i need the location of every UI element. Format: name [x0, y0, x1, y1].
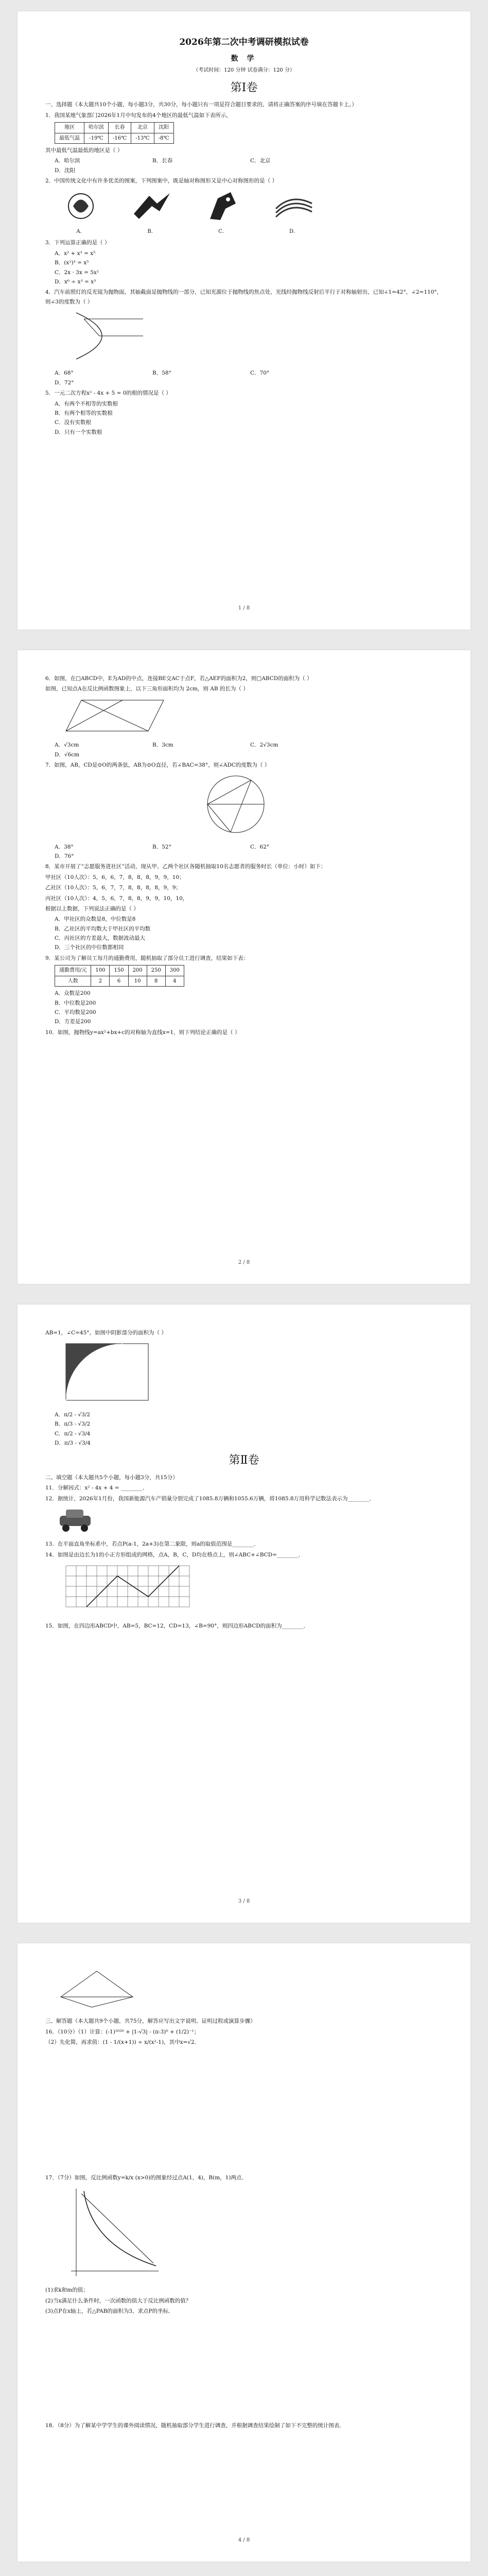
option: D．三个社区的中位数都相同	[55, 944, 124, 951]
question-15: 15．如图，在四边形ABCD中，AB=5，BC=12，CD=13，∠B=90°，则四边形ABCD的面积为________．	[45, 1623, 309, 1630]
table-cell: 人数	[55, 976, 91, 987]
option: B．3cm	[152, 742, 173, 749]
instruction: 三、解答题（本大题共9个小题，共75分，解答应写出文字说明、证明过程或演算步骤）	[45, 2018, 256, 2025]
table-cell: 2	[91, 976, 110, 987]
table-cell: 最低气温	[55, 133, 84, 144]
question-6: 6．如图，在□ABCD中，E为AD的中点，连接BE交AC于点F，若△AEF的面积为2，则□ABCD的面积为（ ）	[45, 675, 312, 682]
pattern-figure-c	[200, 188, 246, 224]
question-3: 3．下列运算正确的是（ ）	[45, 240, 110, 246]
exam-meta: （考试时间：120 分钟 试卷满分：120 分）	[193, 67, 295, 74]
q1-options	[55, 156, 443, 175]
question-4: 4．汽车前照灯的反光镜为抛物面，其轴截面是抛物线的一部分，已知光源位于抛物线的焦点处，光线经抛物线反射后平行于对称轴射出，已知∠1=42°，∠2=110°，则∠3的度数为（ ）	[45, 289, 443, 305]
option: D．x⁶ ÷ x³ = x³	[55, 278, 96, 285]
option: A．哈尔滨	[55, 158, 80, 164]
shaded-region-figure	[61, 1338, 164, 1405]
page-number: 3 / 8	[238, 1899, 250, 1904]
q9-options	[55, 989, 443, 1027]
q10-options	[55, 1410, 443, 1448]
table-cell: 200	[128, 965, 147, 976]
question-9: 9．某公司为了解员工每月的通勤费用，随机抽取了部分员工进行调查，结果如下表：	[45, 955, 249, 961]
page-number: 4 / 8	[238, 2537, 250, 2543]
q1-table	[55, 122, 174, 144]
car-figure	[55, 1504, 96, 1535]
pattern-figure-a	[58, 188, 104, 224]
option: B．	[147, 228, 156, 234]
q5-options	[55, 399, 443, 437]
question-7: 7．如图，AB，CD是⊙O的两条弦，AB为⊙O直径，若∠BAC=38°，则∠ADC的度数为（ ）	[45, 761, 270, 768]
table-cell: -13℃	[131, 133, 154, 144]
option: A．68°	[55, 370, 74, 377]
question-17: 17．（7分）如图，反比例函数y=k/x (x>0)的图象经过点A(1，4)，B(m，1)两点．	[45, 2174, 247, 2181]
table-cell: 8	[147, 976, 165, 987]
question-5: 5．一元二次方程x² - 4x + 5 = 0的根的情况是（ ）	[45, 390, 171, 397]
question-11: 11．分解因式：x² - 4x + 4 = ________．	[45, 1485, 148, 1492]
option: B．π/3 - √3/2	[55, 1421, 91, 1428]
table-cell: 150	[110, 965, 128, 976]
option: C．没有实数根	[55, 419, 92, 426]
q7-options	[55, 842, 443, 861]
question-16: 16．（10分）（1）计算：(-1)²⁰²⁶ + |1-√3| - (π-3)⁰ + (1/2)⁻¹；	[45, 2028, 200, 2035]
question-13: 13．在平面直角坐标系中，若点P(a-1，2a+3)在第二象限，则a的取值范围是________．	[45, 1541, 259, 1548]
option: B．52°	[152, 843, 171, 850]
table-cell: -19℃	[84, 133, 109, 144]
exam-page-3	[18, 1304, 470, 1923]
grid-figure	[61, 1561, 195, 1617]
question-17c: (3)点P在x轴上，若△PAB的面积为3，求点P的坐标．	[45, 2308, 174, 2314]
question-6-extra: 如图，已知点A在反比例函数图象上，以下三角形面积均为 2cm，则 AB 的长为（ ）	[45, 686, 249, 692]
parallelogram-figure	[61, 695, 174, 736]
table-cell: 300	[165, 965, 184, 976]
table-cell: 地区	[55, 123, 84, 133]
option: C．π/2 - √3/4	[55, 1430, 91, 1437]
q4-options	[55, 368, 443, 387]
table-cell: 哈尔滨	[84, 123, 109, 133]
option: A．	[76, 228, 85, 234]
option: C．	[218, 228, 228, 234]
table-cell: 100	[91, 965, 110, 976]
question-16b: （2）先化简，再求值：(1 - 1/(x+1)) ÷ x/(x²-1)，其中x=√2．	[45, 2039, 200, 2046]
table-cell: 北京	[131, 123, 154, 133]
question-18: 18．（8分）为了解某中学学生的课外阅读情况，随机抽取部分学生进行调查，并根据调查结果绘制了如下不完整的统计图表．	[45, 2422, 345, 2429]
option: D．√6cm	[55, 751, 80, 758]
table-cell: -16℃	[109, 133, 131, 144]
option: C．62°	[250, 843, 270, 850]
option: D．沈阳	[55, 167, 75, 174]
table-cell: 通勤费用/元	[55, 965, 91, 976]
subject-title: 数 学	[231, 54, 257, 63]
data-line: 甲社区（10人次）：5，6，6，7，8，8，8，9，9，10；	[45, 874, 185, 880]
option: C．北京	[250, 158, 271, 164]
exam-page-2	[18, 650, 470, 1284]
option: C．2x · 3x = 5x²	[55, 269, 99, 276]
question-8-tail: 根据以上数据，下列说法正确的是（ ）	[45, 905, 139, 912]
option: C．平均数是200	[55, 1009, 96, 1015]
data-line: 乙社区（10人次）：5，6，7，7，8，8，8，8，9，9；	[45, 885, 181, 891]
data-line: 丙社区（10人次）：4，5，6，7，8，8，9，9，10，10，	[45, 895, 188, 902]
hyperbola-figure	[61, 2183, 164, 2281]
option: D．	[289, 228, 299, 234]
section-title: 第Ⅱ卷	[229, 1454, 259, 1467]
question-2: 2．中国传统文化中有许多优美的图案，下列图案中，既是轴对称图形又是中心对称图形的是（ ）	[45, 178, 278, 184]
option: D．只有一个实数根	[55, 429, 102, 435]
circle-figure	[200, 771, 272, 838]
option: A．众数是200	[55, 990, 91, 997]
option: A．38°	[55, 843, 74, 850]
pattern-figure-b	[129, 188, 175, 224]
q8-options	[55, 914, 443, 953]
q9-table	[55, 965, 184, 987]
option: C．2√3cm	[250, 742, 278, 749]
question-1: 1．我国某地气象部门2026年1月中旬发布的4个地区的最低气温如下表所示，	[45, 112, 232, 118]
option: C．70°	[250, 370, 270, 377]
table-cell: 沈阳	[154, 123, 173, 133]
parabola-figure	[66, 308, 148, 364]
page-number: 2 / 8	[238, 1260, 250, 1265]
question-14: 14．如图是由边长为1的小正方形组成的网格，点A，B，C，D均在格点上，则∠ABC+∠BCD=________．	[45, 1551, 304, 1558]
q3-options	[55, 249, 443, 287]
option: B．有两个相等的实数根	[55, 410, 113, 416]
table-cell: 6	[110, 976, 128, 987]
table-cell: -8℃	[154, 133, 173, 144]
page-number: 1 / 8	[238, 605, 250, 611]
option: A．有两个不相等的实数根	[55, 400, 118, 407]
exam-page-1	[18, 11, 470, 630]
instruction: 一、选择题（本大题共10个小题，每小题3分，共30分，每小题只有一项是符合题目要求的，请将正确答案的序号填在答题卡上。）	[45, 101, 357, 108]
q6-options	[55, 740, 443, 759]
pattern-figure-d	[271, 188, 317, 224]
question-10: 10．如图，抛物线y=ax²+bx+c的对称轴为直线x=1，则下列结论正确的是（ ）	[45, 1029, 240, 1036]
question-17a: (1)求k和m的值；	[45, 2287, 89, 2294]
option: A．√3cm	[55, 742, 79, 749]
section-title: 第Ⅰ卷	[230, 81, 258, 94]
option: D．72°	[55, 379, 74, 386]
table-cell: 10	[128, 976, 147, 987]
q2-figures	[58, 188, 443, 236]
quadrilateral-figure	[50, 1966, 143, 2012]
table-cell: 4	[165, 976, 184, 987]
table-cell: 250	[147, 965, 165, 976]
exam-title: 2026年第二次中考调研模拟试卷	[179, 37, 309, 47]
option: A．x² + x³ = x⁵	[55, 250, 96, 257]
option: B．乙社区的平均数大于甲社区的平均数	[55, 925, 151, 932]
question-17b: (2)当x满足什么条件时，一次函数的值大于反比例函数的值？	[45, 2297, 191, 2304]
option: B．中位数是200	[55, 999, 96, 1006]
question-1-tail: 其中最低气温最低的地区是（ ）	[45, 147, 123, 154]
instruction: 二、填空题（本大题共5个小题，每小题3分，共15分）	[45, 1474, 178, 1481]
question-10-cont: AB=1，∠C=45°，如图中阴影部分的面积为（ ）	[45, 1330, 167, 1336]
option: B．(x²)³ = x⁵	[55, 260, 89, 266]
question-8: 8．某市开展了“志愿服务进社区”活动，现从甲、乙两个社区各随机抽取10名志愿者的服务时长（单位：小时）如下：	[45, 863, 326, 870]
option: A．甲社区的众数是8，中位数是8	[55, 916, 136, 923]
option: D．π/3 - √3/4	[55, 1439, 91, 1446]
option: B．长春	[152, 158, 173, 164]
option: C．丙社区的方差最大，数据波动最大	[55, 935, 146, 941]
table-cell: 长春	[109, 123, 131, 133]
option: D．方差是200	[55, 1019, 91, 1025]
question-12: 12．据统计，2026年1月份，我国新能源汽车产销量分别完成了1085.8万辆和1055.6万辆，将1085.8万用科学记数法表示为________．	[45, 1495, 375, 1502]
option: A．π/2 - √3/2	[55, 1411, 91, 1418]
exam-page-4	[18, 1943, 470, 2562]
option: D．76°	[55, 853, 74, 859]
option: B．58°	[152, 370, 171, 377]
